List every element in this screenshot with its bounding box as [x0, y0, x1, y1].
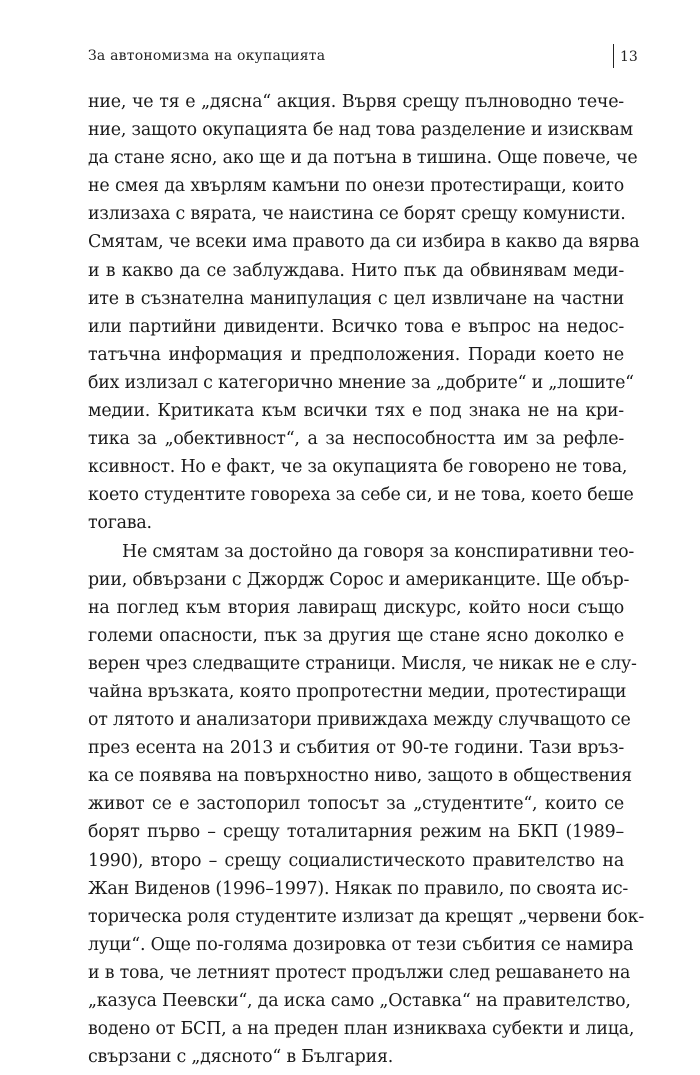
text-line: 1990), второ – срещу социалистическото правителство на: [88, 850, 624, 871]
paragraph-1: [88, 88, 640, 538]
text-line: ксивност. Но е факт, че за окупацията бе говорено не това,: [88, 457, 628, 478]
text-line: Не смятам за достойно да говоря за конспиративни тео-: [122, 541, 635, 562]
text-line: ние, защото окупацията бе над това разделение и изисквам: [88, 120, 633, 141]
text-line: луци“. Още по-голяма дозировка от тези събития се намира: [88, 934, 634, 955]
text-line: тогава.: [88, 513, 152, 534]
text-line: през есента на 2013 и събития от 90-те години. Тази връз-: [88, 738, 624, 759]
body-text: [88, 88, 645, 1071]
text-line: „казуса Пеевски“, да иска само „Оставка“ на правителство,: [88, 991, 631, 1011]
text-line: не смея да хвърлям камъни по онези протестиращи, които: [88, 176, 624, 197]
text-line: което студентите говореха за себе си, и не това, което беше: [88, 485, 634, 506]
text-line: Жан Виденов (1996–1997). Някак по правило, по своята ис-: [88, 878, 629, 899]
text-line: на поглед към втория лавиращ дискурс, който носи също: [88, 597, 624, 618]
text-line: верен чрез следващите страници. Мисля, че никак не е слу-: [88, 653, 637, 674]
text-line: водено от БСП, а на преден план изникваха субекти и лица,: [88, 1019, 635, 1040]
text-line: медии. Критиката към всички тях е под знака не на кри-: [88, 401, 624, 422]
page-number: 13: [620, 49, 638, 65]
text-line: живот се е застопорил топосът за „студентите“, които се: [88, 794, 624, 815]
text-line: и в това, че летният протест продължи след решаването на: [88, 962, 631, 983]
text-line: борят първо – срещу тоталитарния режим на БКП (1989–: [88, 822, 624, 843]
text-line: тика за „обективност“, а за неспособността им за рефле-: [88, 429, 624, 450]
running-header: За автономизма на окупацията: [88, 48, 326, 64]
text-line: рии, обвързани с Джордж Сорос и американците. Ще обър-: [88, 569, 630, 590]
text-line: ка се появява на повърхностно ниво, защото в обществения: [88, 766, 632, 787]
text-line: големи опасности, пък за другия ще стане ясно доколко е: [88, 625, 624, 646]
text-line: чайна връзката, която пропротестни медии, протестиращи: [88, 681, 627, 702]
text-line: свързани с „дясното“ в България.: [88, 1047, 394, 1068]
text-line: Смятам, че всеки има правото да си избира в какво да вярва: [88, 232, 640, 253]
text-line: татъчна информация и предположения. Поради което не: [88, 344, 624, 365]
text-line: или партийни дивиденти. Всичко това е въпрос на недос-: [88, 316, 624, 337]
text-line: торическа роля студентите излизат да крещят „червени бок-: [88, 906, 645, 927]
text-line: от лятото и анализатори привиждаха между случващото се: [88, 710, 631, 731]
text-line: излизаха с вярата, че наистина се борят срещу комунисти.: [88, 204, 626, 225]
paragraph-2: [88, 538, 645, 1072]
text-line: да стане ясно, ако ще и да потъна в тишина. Още повече, че: [88, 148, 638, 169]
text-line: ние, че тя е „дясна“ акция. Вървя срещу пълноводно тече-: [88, 92, 624, 112]
text-line: бих излизал с категорично мнение за „добрите“ и „лошите“: [88, 372, 634, 393]
text-line: и в какво да се заблуждава. Нито пък да обвинявам меди-: [88, 260, 624, 281]
folio-divider: [613, 44, 614, 68]
text-line: ите в съзнателна манипулация с цел извличане на частни: [88, 288, 624, 309]
